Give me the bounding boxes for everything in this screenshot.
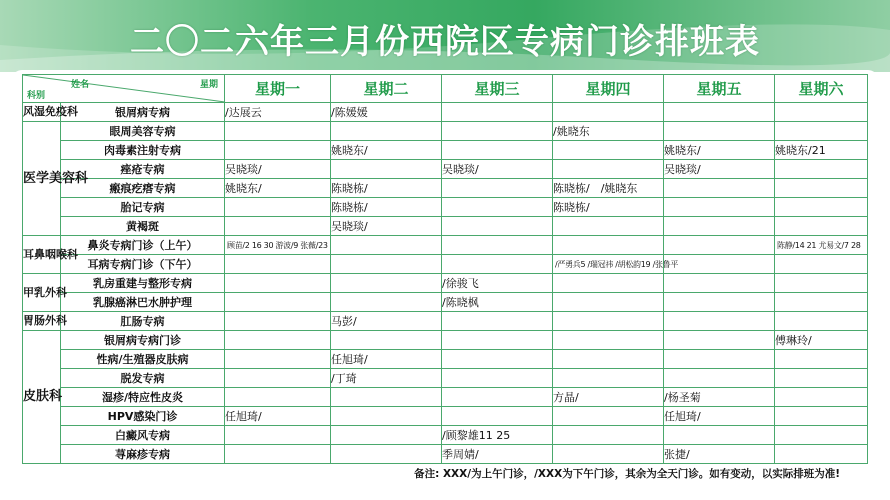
table-row — [23, 198, 868, 217]
schedule-cell — [442, 388, 553, 407]
schedule-cell — [553, 407, 664, 426]
schedule-cell — [664, 312, 775, 331]
category-cell: 皮肤科 — [23, 331, 61, 464]
schedule-cell — [442, 217, 553, 236]
schedule-cell — [331, 293, 442, 312]
schedule-cell — [664, 122, 775, 141]
table-row — [23, 445, 868, 464]
schedule-cell: 姚晓东/21 — [775, 141, 868, 160]
schedule-cell: 陈晓栋/ — [331, 198, 442, 217]
schedule-cell: 任旭琦/ — [225, 407, 331, 426]
schedule-cell — [553, 274, 664, 293]
corner-dept-label: 科别 — [27, 91, 46, 101]
clinic-name-cell: 银屑病专病 — [61, 103, 225, 122]
table-row — [23, 179, 868, 198]
schedule-cell — [225, 350, 331, 369]
schedule-cell: 季周婧/ — [442, 445, 553, 464]
schedule-cell: 姚晓东/ — [331, 141, 442, 160]
clinic-name-cell: HPV感染门诊 — [61, 407, 225, 426]
clinic-name-cell: 痤疮专病 — [61, 160, 225, 179]
schedule-cell — [225, 331, 331, 350]
schedule-cell: 顾苗/2 16 30 游波/9 张薇/23 — [225, 236, 331, 255]
schedule-cell — [775, 445, 868, 464]
schedule-cell — [225, 369, 331, 388]
table-row — [23, 293, 868, 312]
schedule-cell: 张捷/ — [664, 445, 775, 464]
schedule-cell: 方晶/ — [553, 388, 664, 407]
schedule-cell — [775, 198, 868, 217]
schedule-cell — [775, 274, 868, 293]
schedule-cell: 吴晓琰/ — [331, 217, 442, 236]
schedule-cell — [553, 331, 664, 350]
table-row — [23, 407, 868, 426]
schedule-cell — [664, 293, 775, 312]
schedule-cell: /徐骏飞 — [442, 274, 553, 293]
clinic-name-cell: 湿疹/特应性皮炎 — [61, 388, 225, 407]
schedule-cell — [775, 312, 868, 331]
table-row — [23, 255, 868, 274]
table-row — [23, 369, 868, 388]
schedule-cell: 陈晓栋/ /姚晓东 — [553, 179, 664, 198]
schedule-cell — [775, 103, 868, 122]
clinic-name-cell: 肛肠专病 — [61, 312, 225, 331]
schedule-cell — [225, 141, 331, 160]
schedule-cell — [553, 236, 664, 255]
schedule-cell — [664, 179, 775, 198]
schedule-body — [23, 103, 868, 464]
table-row — [23, 312, 868, 331]
schedule-cell — [442, 350, 553, 369]
schedule-cell: 陈晓栋/ — [331, 179, 442, 198]
schedule-cell — [775, 293, 868, 312]
clinic-name-cell: 白癜风专病 — [61, 426, 225, 445]
schedule-cell — [225, 426, 331, 445]
schedule-cell — [442, 141, 553, 160]
schedule-cell — [664, 236, 775, 255]
schedule-cell — [664, 103, 775, 122]
schedule-cell — [225, 388, 331, 407]
schedule-cell — [664, 369, 775, 388]
clinic-name-cell: 瘢痕疙瘩专病 — [61, 179, 225, 198]
corner-name-label: 姓名 — [71, 80, 90, 90]
schedule-cell — [553, 160, 664, 179]
corner-diagonal — [23, 75, 225, 102]
schedule-cell: 任旭琦/ — [331, 350, 442, 369]
schedule-cell: 傅琳玲/ — [775, 331, 868, 350]
schedule-cell — [442, 312, 553, 331]
schedule-cell — [664, 350, 775, 369]
schedule-cell — [775, 407, 868, 426]
schedule-cell: 陈静/14 21 尤易文/7 28 — [775, 236, 868, 255]
clinic-name-cell: 荨麻疹专病 — [61, 445, 225, 464]
schedule-cell — [331, 122, 442, 141]
schedule-cell — [775, 350, 868, 369]
schedule-cell — [775, 160, 868, 179]
table-row — [23, 103, 868, 122]
schedule-cell — [225, 198, 331, 217]
schedule-cell: /顾黎雄11 25 — [442, 426, 553, 445]
category-cell: 医学美容科 — [23, 122, 61, 236]
schedule-cell — [331, 236, 442, 255]
schedule-cell: 陈晓栋/ — [553, 198, 664, 217]
schedule-cell — [331, 426, 442, 445]
schedule-cell — [225, 255, 331, 274]
schedule-cell — [442, 198, 553, 217]
schedule-cell — [664, 274, 775, 293]
schedule-cell — [775, 217, 868, 236]
table-row — [23, 388, 868, 407]
schedule-cell — [553, 141, 664, 160]
schedule-cell — [442, 179, 553, 198]
schedule-cell: 马彭/ — [331, 312, 442, 331]
schedule-cell — [225, 312, 331, 331]
schedule-cell — [775, 255, 868, 274]
schedule-cell — [664, 198, 775, 217]
schedule-cell — [553, 217, 664, 236]
schedule-cell — [775, 426, 868, 445]
schedule-cell — [775, 179, 868, 198]
schedule-cell — [664, 255, 775, 274]
day-header-tue: 星期二 — [331, 75, 442, 103]
clinic-name-cell: 乳房重建与整形专病 — [61, 274, 225, 293]
schedule-cell — [553, 293, 664, 312]
schedule-cell — [442, 369, 553, 388]
clinic-name-cell: 眼周美容专病 — [61, 122, 225, 141]
schedule-table — [22, 74, 868, 464]
schedule-cell: /丁琦 — [331, 369, 442, 388]
table-row — [23, 217, 868, 236]
schedule-cell — [775, 369, 868, 388]
day-header-thu: 星期四 — [553, 75, 664, 103]
header-row — [23, 75, 868, 103]
category-cell: 胃肠外科 — [23, 312, 61, 331]
corner-cell — [23, 75, 225, 103]
table-row — [23, 236, 868, 255]
category-cell: 耳鼻咽喉科 — [23, 236, 61, 274]
table-row — [23, 274, 868, 293]
schedule-cell — [225, 217, 331, 236]
schedule-cell — [775, 122, 868, 141]
table-row — [23, 331, 868, 350]
clinic-name-cell: 肉毒素注射专病 — [61, 141, 225, 160]
footnote: 备注: XXX/为上午门诊，/XXX为下午门诊，其余为全天门诊。如有变动，以实际排班为准! — [414, 468, 840, 480]
clinic-name-cell: 黄褐斑 — [61, 217, 225, 236]
schedule-cell: /姚晓东 — [553, 122, 664, 141]
schedule-cell — [775, 388, 868, 407]
schedule-cell — [225, 445, 331, 464]
clinic-name-cell: 胎记专病 — [61, 198, 225, 217]
schedule-cell — [331, 255, 442, 274]
schedule-cell — [331, 331, 442, 350]
day-header-mon: 星期一 — [225, 75, 331, 103]
schedule-cell — [442, 331, 553, 350]
category-cell: 风湿免疫科 — [23, 103, 61, 122]
schedule-cell: /严勇兵5 /瑞冠祎 /胡松韵19 /张鲁平 — [553, 255, 664, 274]
schedule-cell — [225, 122, 331, 141]
category-cell: 甲乳外科 — [23, 274, 61, 312]
schedule-cell: /杨圣菊 — [664, 388, 775, 407]
corner-weekday-label: 星期 — [199, 80, 218, 90]
day-header-fri: 星期五 — [664, 75, 775, 103]
schedule-cell — [553, 445, 664, 464]
schedule-cell — [664, 426, 775, 445]
clinic-name-cell: 耳病专病门诊（下午） — [61, 255, 225, 274]
schedule-cell: /达展云 — [225, 103, 331, 122]
schedule-cell — [225, 293, 331, 312]
table-row — [23, 350, 868, 369]
schedule-cell — [331, 274, 442, 293]
clinic-name-cell: 银屑病专病门诊 — [61, 331, 225, 350]
table-row — [23, 160, 868, 179]
schedule-cell: 吴晓琰/ — [442, 160, 553, 179]
schedule-cell — [442, 407, 553, 426]
schedule-cell: 吴晓琰/ — [664, 160, 775, 179]
schedule-cell: /陈晓枫 — [442, 293, 553, 312]
schedule-cell — [331, 445, 442, 464]
schedule-cell — [331, 407, 442, 426]
schedule-cell — [442, 103, 553, 122]
schedule-cell — [331, 160, 442, 179]
schedule-cell: 姚晓东/ — [225, 179, 331, 198]
schedule-cell — [553, 103, 664, 122]
clinic-name-cell: 性病/生殖器皮肤病 — [61, 350, 225, 369]
schedule-cell — [553, 312, 664, 331]
schedule-cell — [442, 236, 553, 255]
schedule-cell — [442, 255, 553, 274]
day-header-wed: 星期三 — [442, 75, 553, 103]
table-row — [23, 122, 868, 141]
day-header-sat: 星期六 — [775, 75, 868, 103]
schedule-cell — [664, 217, 775, 236]
schedule-cell: 任旭琦/ — [664, 407, 775, 426]
schedule-cell — [553, 426, 664, 445]
page-title: 二〇二六年三月份西院区专病门诊排班表 — [130, 22, 760, 62]
schedule-cell — [331, 388, 442, 407]
clinic-name-cell: 鼻炎专病门诊（上午） — [61, 236, 225, 255]
clinic-name-cell: 脱发专病 — [61, 369, 225, 388]
table-row — [23, 141, 868, 160]
header-banner — [0, 0, 890, 72]
schedule-cell — [664, 331, 775, 350]
table-row — [23, 426, 868, 445]
schedule-cell: 吴晓琰/ — [225, 160, 331, 179]
schedule-cell: /陈媛媛 — [331, 103, 442, 122]
clinic-name-cell: 乳腺癌淋巴水肿护理 — [61, 293, 225, 312]
schedule-cell — [553, 350, 664, 369]
schedule-cell — [442, 122, 553, 141]
schedule-cell — [225, 274, 331, 293]
schedule-cell: 姚晓东/ — [664, 141, 775, 160]
schedule-cell — [553, 369, 664, 388]
